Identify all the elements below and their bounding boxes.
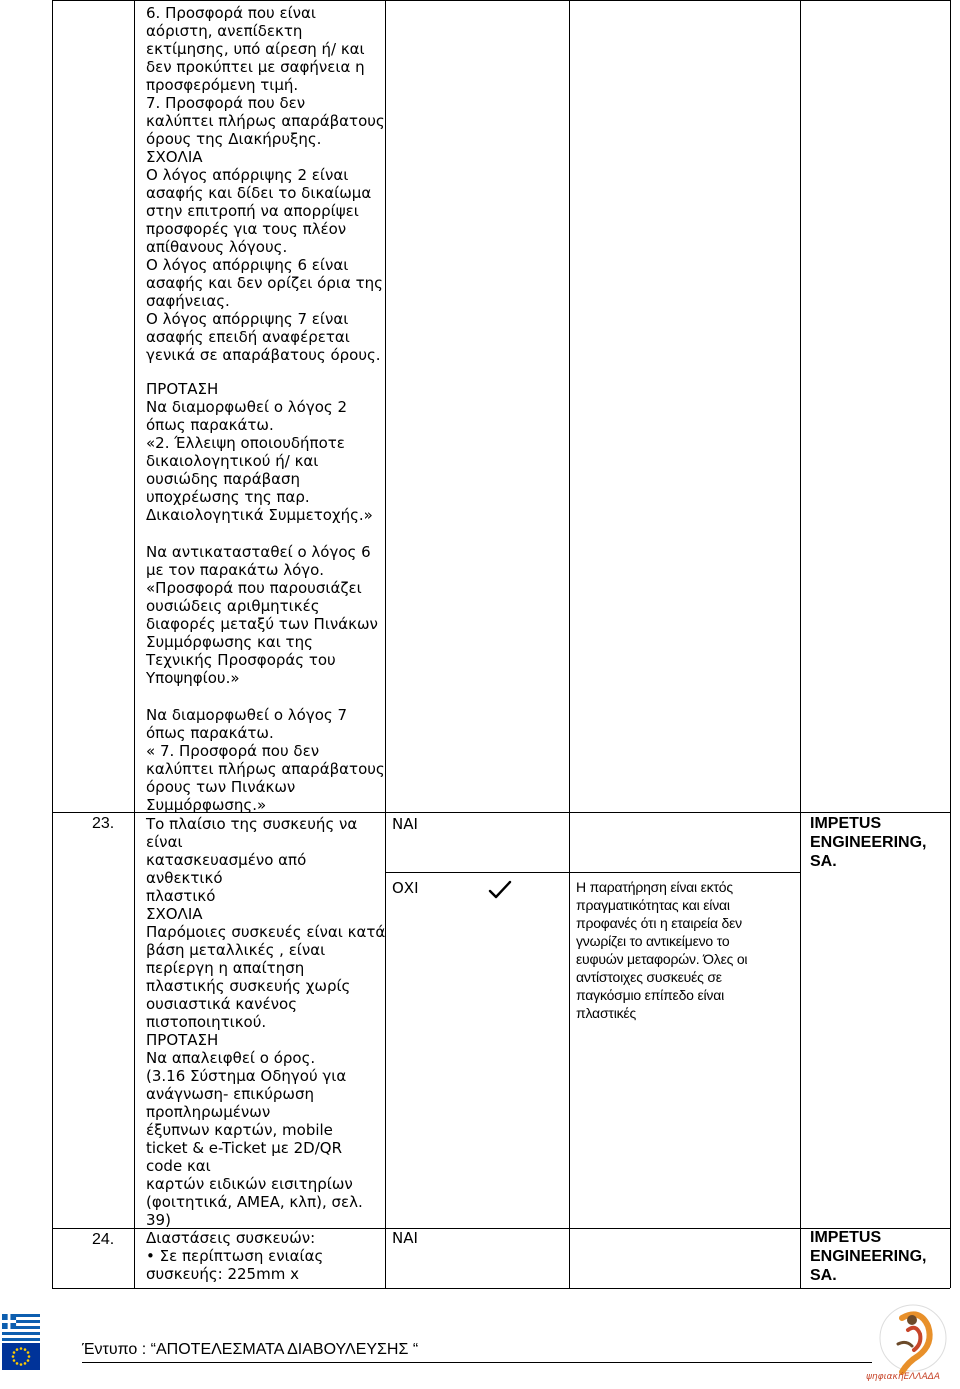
text-line: Δικαιολογητικά Συμμετοχής.» [146,506,373,524]
proposal-reason-2-block [146,380,382,524]
text-line: « 7. Προσφορά που δεν [146,742,320,760]
text-line: καρτών ειδικών εισιτηρίων [146,1175,353,1193]
row-23-yes: ΝΑΙ [392,815,418,833]
text-line: ΠΡΟΤΑΣΗ [146,1031,219,1049]
text-line: Ο λόγος απόρριψης 6 είναι [146,256,349,274]
text-line: ΣΧΟΛΙΑ [146,905,203,923]
row-24-company [810,1228,926,1285]
text-line: code και [146,1157,211,1175]
form-label: Έντυπο : “ΑΠΟΤΕΛΕΣΜΑΤΑ ΔΙΑΒΟΥΛΕΥΣΗΣ “ [82,1341,419,1358]
text-line: «Προσφορά που παρουσιάζει [146,579,362,597]
text-line: πιστοποιητικού. [146,1013,267,1031]
text-line: Υποψηφίου.» [146,669,240,687]
comment-line: αντίστοιχες συσκευές σε [576,969,722,985]
text-line: διαφορές μεταξύ των Πινάκων [146,615,378,633]
comment-line: προφανές ότι η εταιρεία δεν [576,915,742,931]
greek-flag-icon [2,1314,40,1341]
company-line: IMPETUS [810,815,882,832]
company-line: ENGINEERING, [810,1248,927,1265]
row-23-no: ΟΧΙ [392,879,419,897]
text-line: (φοιτητικά, ΑΜΕΑ, κλπ), σελ. [146,1193,363,1211]
comment-line: παγκόσμιο επίπεδο είναι [576,987,724,1003]
text-line: γενικά σε απαράβατους όρους. [146,346,381,364]
row-23-number: 23. [92,815,115,832]
text-line: προπληρωμένων [146,1103,271,1121]
comment-line: ευφυών μεταφορών. Όλες οι [576,951,748,967]
text-line: όπως παρακάτω. [146,724,274,742]
table-col-divider-3 [569,0,570,1288]
text-line: Παρόμοιες συσκευές είναι κατά [146,923,386,941]
row-24-requirement-text [146,1229,382,1283]
text-line: προσφορές για τους πλέον [146,220,347,238]
text-line: ΠΡΟΤΑΣΗ [146,380,219,398]
table-yes-no-divider [385,872,800,873]
text-line: Να αντικατασταθεί ο λόγος 6 [146,543,371,561]
text-line: απίθανους λόγους. [146,238,288,256]
proposal-reason-6-block [146,543,382,687]
table-col-divider-2 [385,0,386,1288]
text-line: ασαφής επειδή αναφέρεται [146,328,350,346]
footer-rule [82,1362,872,1363]
table-border-bottom [52,1288,950,1289]
rejection-reasons-block [146,4,385,364]
text-line: • Σε περίπτωση ενιαίας [146,1247,324,1265]
text-line: σαφήνειας. [146,292,230,310]
text-line: έξυπνων καρτών, mobile [146,1121,333,1139]
company-line: SA. [810,853,837,870]
table-col-divider-1 [134,0,135,1288]
text-line: όρους των Πινάκων [146,778,296,796]
text-line: Να διαμορφωθεί ο λόγος 7 [146,706,348,724]
text-line: ΣΧΟΛΙΑ [146,148,203,166]
text-line: Το πλαίσιο της συσκευής να [146,815,358,833]
eu-flag-icon [2,1343,40,1370]
text-line: «2. Έλλειψη οποιουδήποτε [146,434,345,452]
text-line: στην επιτροπή να απορρίψει [146,202,359,220]
text-line: Ο λόγος απόρριψης 2 είναι [146,166,349,184]
text-line: με τον παρακάτω λόγο. [146,561,325,579]
text-line: 7. Προσφορά που δεν [146,94,306,112]
text-line: ticket & e-Ticket με 2D/QR [146,1139,342,1157]
text-line: Συμμόρφωσης.» [146,796,267,814]
text-line: καλύπτει πλήρως απαράβατους [146,760,385,778]
text-line: (3.16 Σύστημα Οδηγού για [146,1067,347,1085]
table-col-divider-4 [800,0,801,1288]
text-line: 39) [146,1211,171,1229]
table-border-right [950,0,951,1288]
text-line: Διαστάσεις συσκευών: [146,1229,316,1247]
company-line: IMPETUS [810,1229,882,1246]
text-line: δεν προκύπτει με σαφήνεια η [146,58,365,76]
row-23-response-comment [576,878,776,1022]
row-23-requirement-text [146,815,386,1229]
text-line: Τεχνικής Προσφοράς του [146,651,336,669]
text-line: 6. Προσφορά που είναι [146,4,316,22]
comment-line: πλαστικές [576,1005,637,1021]
logo-wordmark: ψηφιακήΕΛΛΑΔΑ [866,1372,941,1382]
text-line: Συμμόρφωσης και της [146,633,313,651]
text-line: προσφερόμενη τιμή. [146,76,299,94]
text-line: βάση μεταλλικές , είναι [146,941,326,959]
comment-line: γνωρίζει το αντικείμενο το [576,933,730,949]
row-24-number: 24. [92,1231,115,1248]
text-line: κατασκευασμένο από [146,851,307,869]
text-line: υποχρέωσης της παρ. [146,488,310,506]
proposal-reason-7-block [146,706,385,814]
text-line: περίεργη η απαίτηση [146,959,305,977]
text-line: ουσιώδης παράβαση [146,470,301,488]
comment-line: Η παρατήρηση είναι εκτός [576,879,733,895]
text-line: ουσιώδεις αριθμητικές [146,597,320,615]
row-23-company [810,814,926,871]
table-border-left [52,0,53,1288]
text-line: καλύπτει πλήρως απαράβατους [146,112,385,130]
text-line: όπως παρακάτω. [146,416,274,434]
table-row-divider-top [52,0,950,1]
checkmark-icon [488,880,512,900]
text-line: δικαιολογητικού ή/ και [146,452,319,470]
text-line: ασαφής και δεν ορίζει όρια της [146,274,383,292]
text-line: εκτίμησης, υπό αίρεση ή/ και [146,40,365,58]
text-line: Ο λόγος απόρριψης 7 είναι [146,310,349,328]
text-line: ουσιαστικά κανένος [146,995,298,1013]
company-line: SA. [810,1267,837,1284]
text-line: αόριστη, ανεπίδεκτη [146,22,303,40]
text-line: Να διαμορφωθεί ο λόγος 2 [146,398,348,416]
text-line: όρους της Διακήρυξης. [146,130,322,148]
company-line: ENGINEERING, [810,834,927,851]
text-line: ανθεκτικό [146,869,223,887]
text-line: συσκευής: 225mm x [146,1265,299,1283]
text-line: πλαστικής συσκευής χωρίς [146,977,351,995]
row-24-yes: ΝΑΙ [392,1229,418,1247]
text-line: πλαστικό [146,887,216,905]
text-line: Να απαλειφθεί ο όρος. [146,1049,316,1067]
comment-line: πραγματικότητας και είναι [576,897,730,913]
text-line: ανάγνωση- επικύρωση [146,1085,314,1103]
text-line: είναι [146,833,183,851]
text-line: ασαφής και δίδει το δικαίωμα [146,184,372,202]
